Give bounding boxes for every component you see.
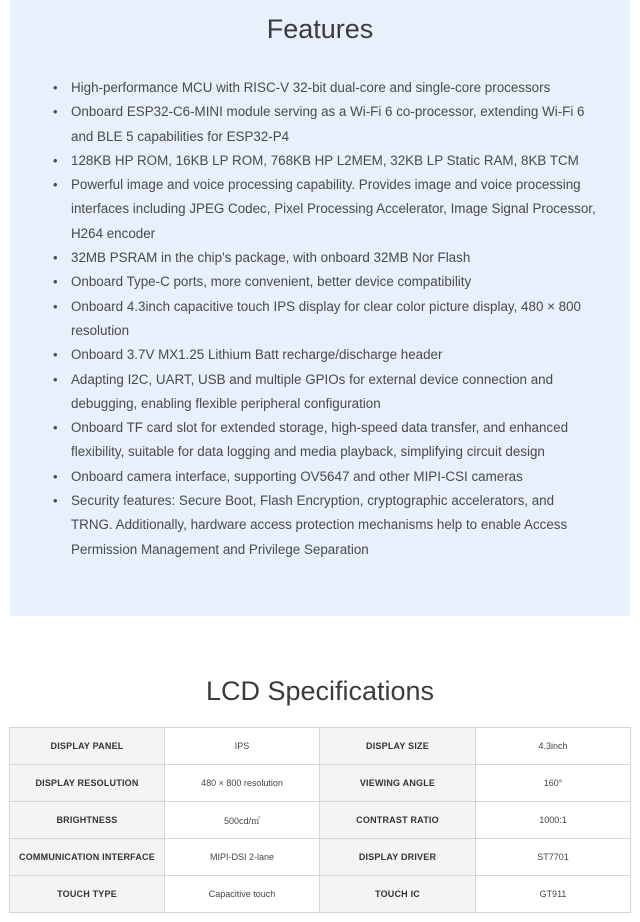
spec-label: DISPLAY PANEL: [10, 728, 165, 765]
feature-item: [52, 295, 597, 344]
bullet-icon: •: [53, 347, 58, 363]
spec-row: [10, 728, 631, 765]
bullet-icon: •: [53, 298, 58, 314]
feature-text: 32MB PSRAM in the chip's package, with onboard 32MB Nor Flash: [71, 250, 471, 266]
bullet-icon: •: [53, 250, 58, 266]
feature-item: [52, 465, 597, 489]
spec-row: [10, 876, 631, 913]
spec-label: VIEWING ANGLE: [320, 765, 476, 802]
bullet-icon: •: [53, 152, 58, 168]
spec-row: [10, 802, 631, 839]
feature-item: [52, 368, 597, 417]
bullet-icon: •: [53, 274, 58, 290]
spec-value: Capacitive touch: [165, 876, 320, 913]
feature-text: Onboard 4.3inch capacitive touch IPS display for clear color picture display, 480 × 800 resolution: [71, 298, 582, 338]
feature-text: High-performance MCU with RISC-V 32-bit dual-core and single-core processors: [71, 80, 551, 95]
spec-label: TOUCH IC: [320, 876, 476, 913]
bullet-icon: •: [53, 493, 58, 509]
spec-label: TOUCH TYPE: [10, 876, 165, 913]
feature-item: [52, 173, 597, 246]
feature-item: [52, 489, 597, 562]
feature-text: Onboard camera interface, supporting OV5647 and other MIPI-CSI cameras: [71, 468, 523, 484]
feature-text: 128KB HP ROM, 16KB LP ROM, 768KB HP L2MEM, 32KB LP Static RAM, 8KB TCM: [71, 152, 579, 168]
spec-value: 160°: [476, 765, 631, 802]
spec-label: BRIGHTNESS: [10, 802, 165, 839]
spec-label: DISPLAY RESOLUTION: [10, 765, 165, 802]
spec-value: 500cd/㎡: [165, 802, 320, 839]
feature-text: Onboard Type-C ports, more convenient, better device compatibility: [71, 274, 472, 290]
feature-item: [52, 343, 597, 367]
spec-value: 480 × 800 resolution: [165, 765, 320, 802]
feature-text: Onboard 3.7V MX1.25 Lithium Batt recharge/discharge header: [71, 347, 443, 363]
spec-value: MIPI-DSI 2-lane: [165, 839, 320, 876]
bullet-icon: •: [53, 468, 58, 484]
feature-item: [52, 149, 597, 173]
feature-text: Onboard ESP32-C6-MINI module serving as a Wi-Fi 6 co-processor, extending Wi-Fi 6 and BLE 5 capabilities for ESP32-P4: [71, 104, 585, 144]
spec-row: [10, 765, 631, 802]
lcd-specifications-title: LCD Specifications: [205, 676, 435, 706]
bullet-icon: •: [53, 80, 58, 95]
spec-label: DISPLAY SIZE: [320, 728, 476, 765]
bullet-icon: •: [53, 371, 58, 387]
spec-row: [10, 839, 631, 876]
spec-value: IPS: [165, 728, 320, 765]
features-title: Features: [266, 14, 374, 44]
feature-text: Adapting I2C, UART, USB and multiple GPIOs for external device connection and debugging, enabling flexible peripheral configuration: [71, 371, 554, 411]
feature-text: Powerful image and voice processing capability. Provides image and voice processing interfaces including JPEG Codec, Pixel Processing Accelerator, Image Signal Processor, H264 encoder: [71, 177, 596, 241]
spec-value: 4.3inch: [476, 728, 631, 765]
spec-value: 1000:1: [476, 802, 631, 839]
feature-text: Onboard TF card slot for extended storage, high-speed data transfer, and enhanced flexibility, suitable for data logging and media playback, simplifying circuit design: [71, 420, 569, 460]
spec-value: GT911: [476, 876, 631, 913]
feature-item: [52, 100, 597, 149]
bullet-icon: •: [53, 104, 58, 120]
feature-item: [52, 416, 597, 465]
bullet-icon: •: [53, 177, 58, 193]
bullet-icon: •: [53, 420, 58, 436]
features-list: [52, 76, 597, 562]
features-section: [10, 0, 630, 616]
feature-text: Security features: Secure Boot, Flash Encryption, cryptographic accelerators, and TRNG. Additionally, hardware access protection mechanisms help to enable Access Permission Management and Privilege Separation: [71, 493, 568, 557]
feature-item: [52, 246, 597, 270]
feature-item: [52, 76, 597, 100]
spec-label: CONTRAST RATIO: [320, 802, 476, 839]
feature-item: [52, 270, 597, 294]
spec-value: ST7701: [476, 839, 631, 876]
lcd-spec-table: [9, 727, 631, 913]
spec-label: COMMUNICATION INTERFACE: [10, 839, 165, 876]
spec-label: DISPLAY DRIVER: [320, 839, 476, 876]
